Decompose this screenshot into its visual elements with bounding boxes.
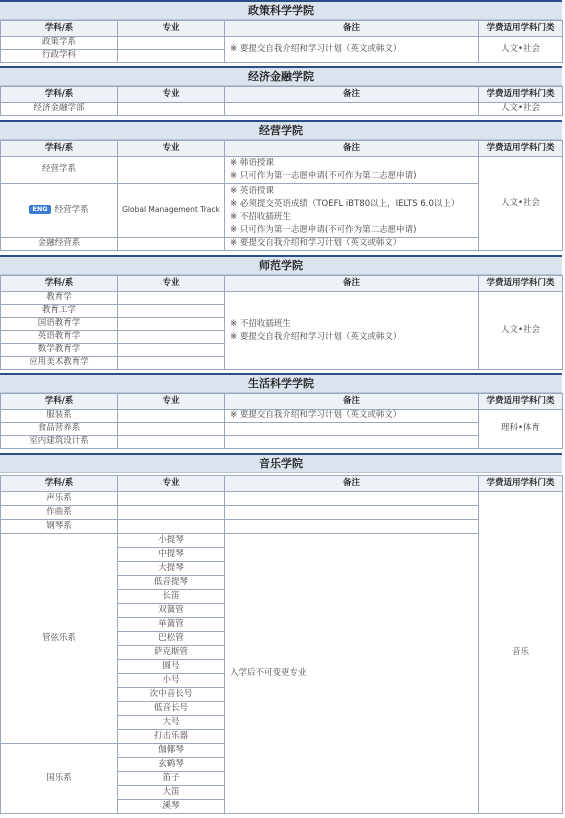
major-cell xyxy=(118,50,225,63)
col-header-dept: 学科/系 xyxy=(1,276,118,292)
dept-cell: 行政学科 xyxy=(1,50,118,63)
col-header-dept: 学科/系 xyxy=(1,21,118,37)
major-cell xyxy=(118,436,225,449)
dept-cell: 英语教育学 xyxy=(1,331,118,344)
fee-cell: 人文•社会 xyxy=(479,37,563,63)
section-title: 经营学院 xyxy=(0,122,562,140)
col-header-note: 备注 xyxy=(225,21,479,37)
major-cell xyxy=(118,37,225,50)
note-line: ※ 要提交自我介绍和学习计划（英文或韩文） xyxy=(230,331,402,342)
dept-cell: 国语教育学 xyxy=(1,318,118,331)
dept-cell: 食品营养系 xyxy=(1,423,118,436)
major-cell: 小号 xyxy=(118,674,225,688)
major-cell: 小提琴 xyxy=(118,534,225,548)
col-header-major: 专业 xyxy=(118,21,225,37)
fee-cell: 人文•社会 xyxy=(479,157,563,251)
major-cell: 大笛 xyxy=(118,786,225,800)
note-line: ※ 韩语授课 xyxy=(230,158,274,168)
major-cell: 圆号 xyxy=(118,660,225,674)
note-cell xyxy=(225,292,479,370)
section-title: 生活科学学院 xyxy=(0,375,562,393)
major-cell: 萨克斯管 xyxy=(118,646,225,660)
dept-cell: 作曲系 xyxy=(1,506,118,520)
major-cell: 伽倻琴 xyxy=(118,744,225,758)
col-header-fee: 学费适用学科门类 xyxy=(479,141,563,157)
note-cell xyxy=(225,506,479,520)
dept-cell: 室内建筑设计系 xyxy=(1,436,118,449)
col-header-fee: 学费适用学科门类 xyxy=(479,87,563,103)
fee-cell: 人文•社会 xyxy=(479,292,563,370)
dept-cell: 教育学 xyxy=(1,292,118,305)
col-header-dept: 学科/系 xyxy=(1,394,118,410)
dept-cell xyxy=(1,184,118,238)
note-cell: ※ 要提交自我介绍和学习计划（英文或韩文） xyxy=(225,37,479,63)
dept-cell: 政策学系 xyxy=(1,37,118,50)
section-table xyxy=(0,86,563,116)
major-cell: 双簧管 xyxy=(118,604,225,618)
section-table xyxy=(0,140,563,251)
dept-cell: 服装系 xyxy=(1,410,118,423)
major-cell: 玄鹤琴 xyxy=(118,758,225,772)
major-cell xyxy=(118,357,225,370)
fee-cell: 理科•体育 xyxy=(479,410,563,449)
major-cell xyxy=(118,292,225,305)
major-cell xyxy=(118,157,225,184)
col-header-fee: 学费适用学科门类 xyxy=(479,394,563,410)
dept-cell: 金融经营系 xyxy=(1,238,118,251)
section-title: 经济金融学院 xyxy=(0,68,562,86)
major-cell xyxy=(118,344,225,357)
major-cell xyxy=(118,238,225,251)
major-cell: 长笛 xyxy=(118,590,225,604)
major-cell xyxy=(118,506,225,520)
col-header-dept: 学科/系 xyxy=(1,476,118,492)
col-header-note: 备注 xyxy=(225,394,479,410)
major-cell: 低音长号 xyxy=(118,702,225,716)
note-line: ※ 不招收插班生 xyxy=(230,211,291,222)
section-table xyxy=(0,20,563,63)
col-header-major: 专业 xyxy=(118,276,225,292)
dept-cell: 数学教育学 xyxy=(1,344,118,357)
note-cell xyxy=(225,520,479,534)
major-cell xyxy=(118,318,225,331)
note-cell: ※ 要提交自我介绍和学习计划（英文或韩文） xyxy=(225,238,479,251)
dept-cell: 声乐系 xyxy=(1,492,118,506)
dept-cell: 教育工学 xyxy=(1,305,118,318)
note-cell xyxy=(225,423,479,436)
note-line: ※ 英语授课 xyxy=(230,185,274,196)
note-line: ※ 只可作为第一志愿申请(不可作为第二志愿申请) xyxy=(230,171,417,181)
fee-cell: 人文•社会 xyxy=(479,103,563,116)
section-table xyxy=(0,393,563,449)
col-header-note: 备注 xyxy=(225,87,479,103)
dept-cell: 应用美术教育学 xyxy=(1,357,118,370)
col-header-fee: 学费适用学科门类 xyxy=(479,276,563,292)
major-cell: 打击乐器 xyxy=(118,730,225,744)
col-header-major: 专业 xyxy=(118,141,225,157)
col-header-dept: 学科/系 xyxy=(1,141,118,157)
major-cell: 大提琴 xyxy=(118,562,225,576)
major-cell: 巴松管 xyxy=(118,632,225,646)
col-header-dept: 学科/系 xyxy=(1,87,118,103)
col-header-fee: 学费适用学科门类 xyxy=(479,21,563,37)
dept-cell: 国乐系 xyxy=(1,744,118,814)
note-cell xyxy=(225,492,479,506)
col-header-fee: 学费适用学科门类 xyxy=(479,476,563,492)
col-header-major: 专业 xyxy=(118,87,225,103)
note-line: ※ 只可作为第一志愿申请(不可作为第二志愿申请) xyxy=(230,224,417,235)
major-cell xyxy=(118,410,225,423)
major-cell: 单簧管 xyxy=(118,618,225,632)
major-cell xyxy=(118,103,225,116)
dept-label: 经营学系 xyxy=(54,205,89,216)
note-cell: 入学后不可变更专业 xyxy=(225,534,479,814)
major-cell: Global Management Track xyxy=(118,184,225,238)
col-header-major: 专业 xyxy=(118,394,225,410)
dept-cell: 经济金融学部 xyxy=(1,103,118,116)
major-cell: 中提琴 xyxy=(118,548,225,562)
col-header-note: 备注 xyxy=(225,476,479,492)
note-cell: ※ 要提交自我介绍和学习计划（英文或韩文） xyxy=(225,410,479,423)
col-header-note: 备注 xyxy=(225,276,479,292)
major-cell: 笛子 xyxy=(118,772,225,786)
major-cell xyxy=(118,305,225,318)
dept-cell: 管弦乐系 xyxy=(1,534,118,744)
section-table xyxy=(0,475,563,814)
section-table xyxy=(0,275,563,370)
col-header-major: 专业 xyxy=(118,476,225,492)
note-cell xyxy=(225,157,479,184)
section-title: 师范学院 xyxy=(0,257,562,275)
section-title: 政策科学学院 xyxy=(0,2,562,20)
major-cell xyxy=(118,520,225,534)
major-cell: 大号 xyxy=(118,716,225,730)
major-cell: 溪琴 xyxy=(118,800,225,814)
major-cell xyxy=(118,331,225,344)
major-cell: 低音提琴 xyxy=(118,576,225,590)
section-title: 音乐学院 xyxy=(0,455,562,473)
major-cell: 次中音长号 xyxy=(118,688,225,702)
col-header-note: 备注 xyxy=(225,141,479,157)
major-cell xyxy=(118,423,225,436)
dept-cell: 经营学系 xyxy=(1,157,118,184)
note-cell xyxy=(225,436,479,449)
note-line: ※ 不招收插班生 xyxy=(230,318,291,329)
note-cell xyxy=(225,103,479,116)
fee-cell: 音乐 xyxy=(479,492,563,814)
dept-cell: 钢琴系 xyxy=(1,520,118,534)
note-cell xyxy=(225,184,479,238)
major-cell xyxy=(118,492,225,506)
eng-badge: ENG xyxy=(29,205,50,214)
note-line: ※ 必须提交英语成绩（TOEFL iBT80以上，IELTS 6.0以上） xyxy=(230,198,460,209)
